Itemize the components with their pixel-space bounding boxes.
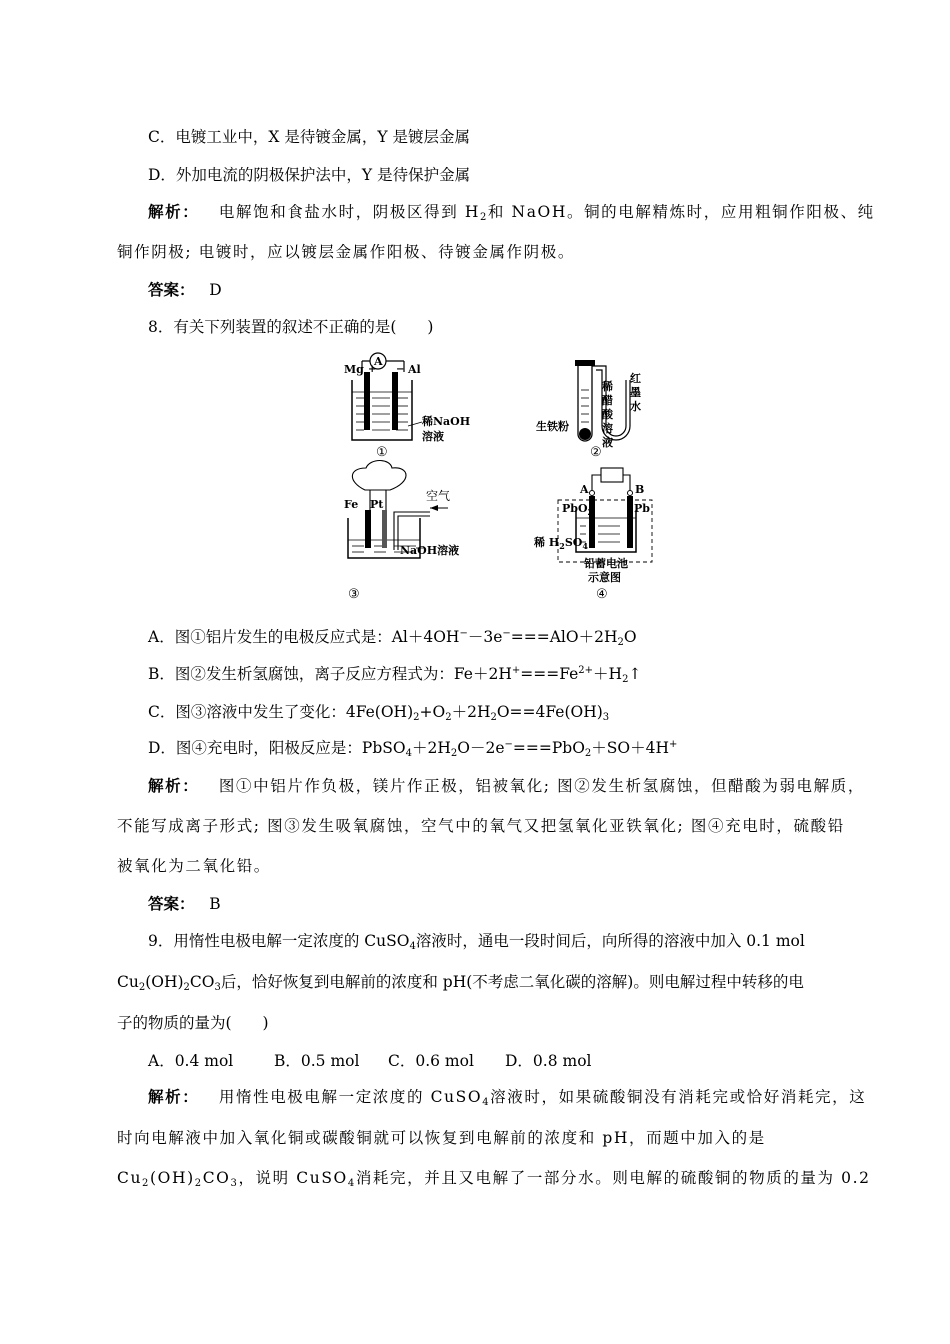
pt-label: Pt (370, 498, 384, 511)
acid-label: 稀 $H_2SO_4$ (534, 536, 588, 551)
q7-option-c: C．电镀工业中，X 是待镀金属，Y 是镀层金属 (148, 128, 470, 146)
q9-question-line-1: 9．用惰性电极电解一定浓度的 CuSO$_4$溶液时，通电一段时间后，向所得的溶液中加入 0.1 mol (148, 932, 805, 952)
ink-label-3: 水 (630, 400, 641, 413)
iron-label: 生铁粉 (536, 420, 569, 433)
figure-number: ③ (348, 587, 360, 602)
al-label: Al (408, 363, 421, 376)
analysis-label: 解析： (148, 1087, 200, 1106)
terminal-b: B (635, 483, 645, 496)
q9-choice-a: A．0.4 mol (148, 1052, 234, 1070)
acid-label-2: 醋 (602, 394, 613, 407)
figure-3-fe-pt-cell (344, 461, 459, 603)
pbo2-electrode (589, 496, 595, 548)
solution-label: 溶液 (422, 430, 444, 443)
q9-choice-d: D．0.8 mol (505, 1052, 592, 1070)
figure-2-iron-corrosion (536, 360, 641, 460)
q8-question: 8．有关下列装置的叙述不正确的是( ) (148, 318, 434, 336)
acid-label-1: 稀 (602, 380, 613, 393)
air-label: 空气 (426, 489, 451, 503)
figure-4-lead-battery (533, 468, 652, 602)
analysis-label: 解析： (148, 202, 200, 221)
plus-label: + (368, 364, 377, 375)
q9-choice-b: B．0.5 mol (274, 1052, 360, 1070)
q9-analysis-line-3: $Cu_2(OH)_2CO_3$，说明 CuSO$_4$消耗完，并且又电解了一部分水。则电解的硫酸铜的物质的量为 0.2 (117, 1169, 871, 1189)
answer-value: D (209, 281, 222, 299)
q7-analysis-line-1: 解析： 电解饱和食盐水时，阴极区得到 $H_2$和 NaOH。铜的电解精炼时，应用粗铜作阳极、纯 (148, 202, 875, 223)
figure-number: ① (376, 445, 388, 460)
fe-electrode (365, 510, 371, 548)
mg-electrode (364, 372, 370, 430)
coil-wire (352, 461, 406, 491)
q9-question-line-3: 子的物质的量为( ) (117, 1014, 269, 1032)
acid-label-3: 酸 (602, 408, 613, 421)
figure-number: ④ (596, 587, 608, 602)
q8-answer (148, 894, 221, 914)
ammeter-label: A (374, 355, 383, 368)
fe-label: Fe (344, 498, 359, 511)
q7-analysis-line-2: 铜作阴极; 电镀时，应以镀层金属作阳极、待镀金属作阴极。 (117, 243, 575, 261)
ink-label-2: 墨 (630, 386, 641, 399)
q9-analysis-line-1: 解析： 用惰性电极电解一定浓度的 CuSO$_4$溶液时，如果硫酸铜没有消耗完或恰好消耗完，这 (148, 1087, 867, 1108)
q8-analysis-line-2: 不能写成离子形式; 图③发生吸氧腐蚀，空气中的氧气又把氢氧化亚铁氧化; 图④充电时，硫酸铅 (117, 817, 845, 835)
answer-label: 答案： (148, 280, 195, 299)
pt-electrode (382, 510, 387, 548)
al-electrode (392, 372, 398, 430)
q9-analysis-line-2: 时向电解液中加入氧化铜或碳酸铜就可以恢复到电解前的浓度和 pH，而题中加入的是 (117, 1129, 766, 1147)
figure-1-mg-al-cell (344, 353, 470, 460)
q9-question-line-2: $Cu_2(OH)_2CO_3$后，恰好恢复到电解前的浓度和 pH(不考虑二氧化碳的溶解)。则电解过程中转移的电 (117, 973, 804, 993)
q8-analysis-line-3: 被氧化为二氧化铅。 (117, 857, 271, 875)
pb-electrode (627, 496, 633, 548)
minus-label: − (396, 364, 405, 375)
battery-caption-2: 示意图 (588, 571, 621, 584)
q8-option-b: B．图②发生析氢腐蚀，离子反应方程式为：$Fe+2H^+===Fe^{2+}+H_2↑$ (148, 665, 642, 685)
analysis-label: 解析： (148, 776, 200, 795)
answer-value: B (209, 895, 221, 913)
naoh-label: 稀NaOH (422, 415, 471, 428)
pbo2-label: PbO$_2$ (562, 502, 594, 517)
q8-analysis-line-1: 解析： 图①中铝片作负极，镁片作正极，铝被氧化; 图②发生析氢腐蚀，但醋酸为弱电解质， (148, 776, 865, 795)
acid-label-4: 溶 (602, 422, 613, 435)
mg-label: Mg (344, 363, 364, 376)
q8-option-c: C．图③溶液中发生了变化：$4Fe(OH)_2+O_2+2H_2O==4Fe(OH)_3$ (148, 703, 610, 723)
q8-figure (330, 350, 670, 602)
iron-powder (579, 428, 591, 440)
q8-option-a: A．图①铝片发生的电极反应式是：$Al+4OH^--3e^-===AlO+2H_2O$ (148, 628, 637, 648)
naoh-solution-label: NaOH溶液 (400, 544, 460, 557)
battery-caption-1: 铅蓄电池 (584, 557, 628, 570)
figure-number: ② (590, 445, 602, 460)
q9-choice-c: C．0.6 mol (388, 1052, 474, 1070)
ink-label-1: 红 (630, 372, 641, 385)
acid-label-5: 液 (602, 436, 613, 449)
q7-answer (148, 280, 222, 300)
q8-option-d: D．图④充电时，阳极反应是：$PbSO_4+2H_2O-2e^-===PbO_2+SO+4H^+$ (148, 739, 678, 759)
answer-label: 答案： (148, 894, 195, 913)
pb-label: Pb (634, 502, 650, 515)
q7-option-d: D．外加电流的阴极保护法中，Y 是待保护金属 (148, 166, 471, 184)
terminal-a: A (580, 483, 589, 496)
